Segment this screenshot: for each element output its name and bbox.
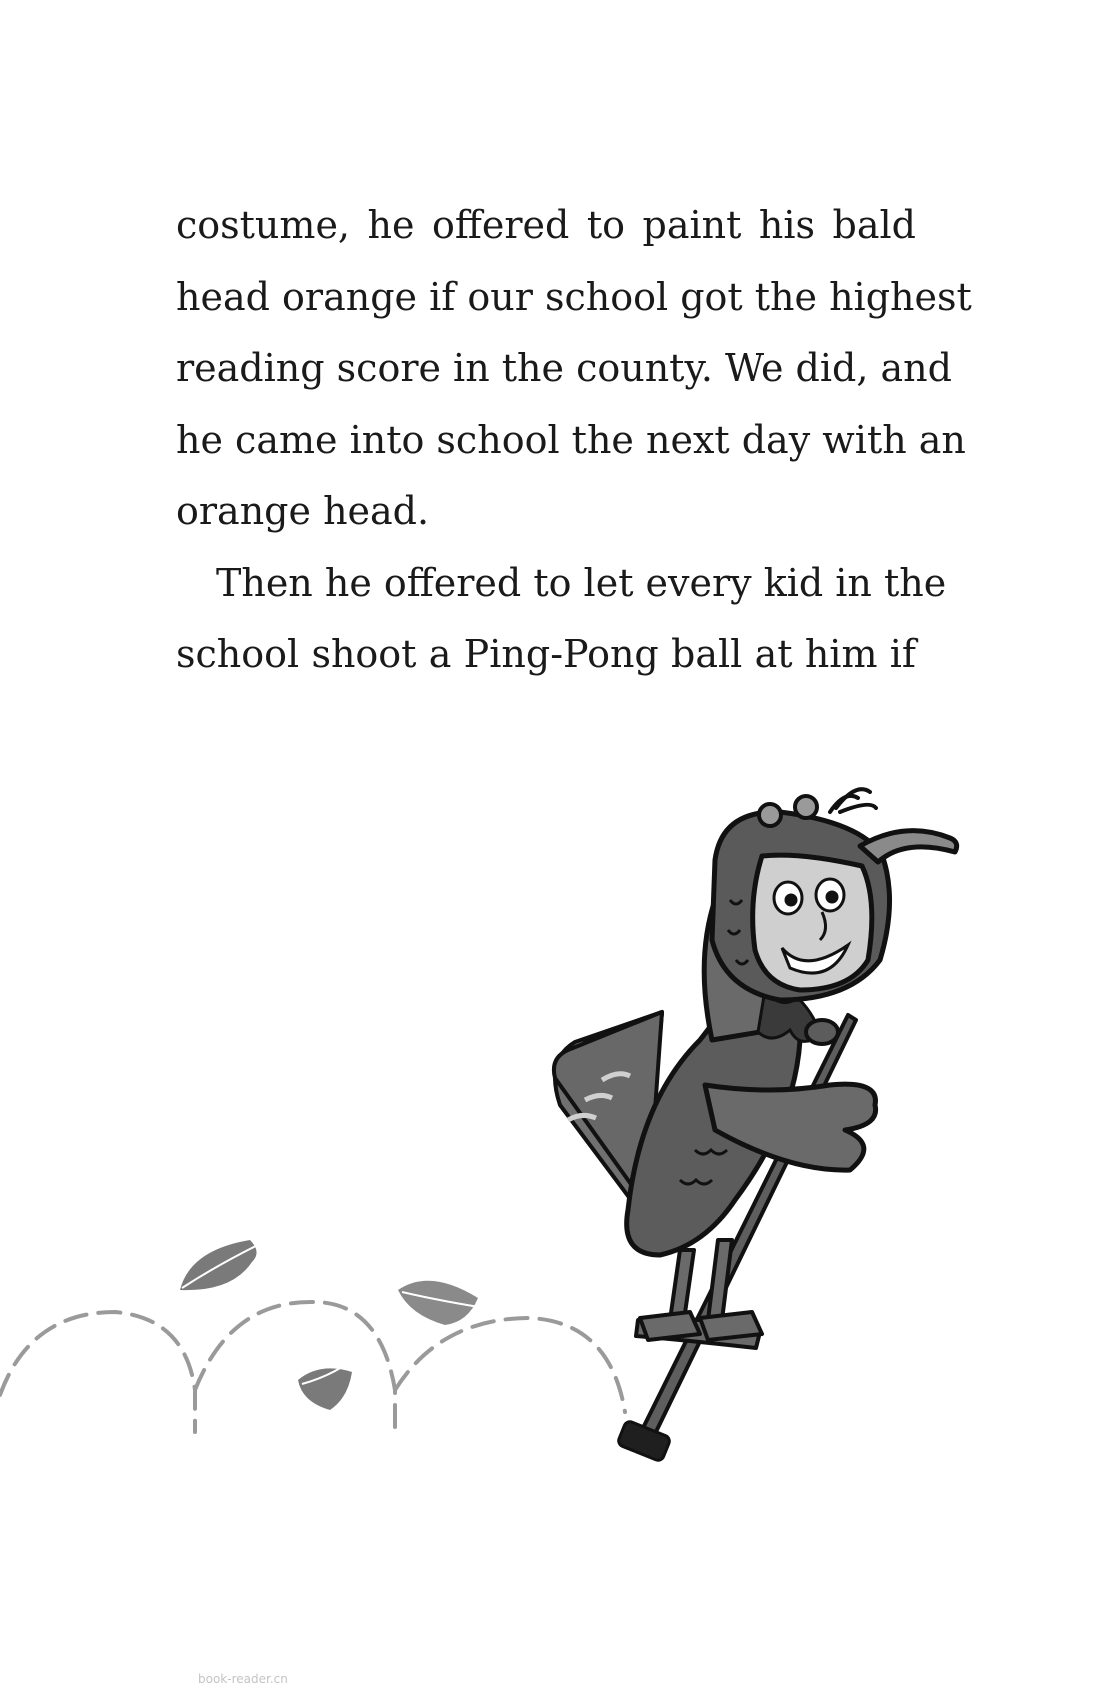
text-line-7: school shoot a Ping-Pong ball at him if — [176, 632, 916, 676]
beak — [860, 831, 957, 862]
body-text — [176, 190, 972, 691]
dashed-bounce-trail — [0, 1302, 625, 1432]
watermark: book-reader.cn — [198, 1672, 288, 1686]
text-line-4: he came into school the next day with an — [176, 417, 966, 462]
text-line-5: orange head. — [176, 489, 430, 533]
hand — [806, 1020, 838, 1044]
leaf-icon — [180, 1238, 272, 1290]
pogo-turkey-illustration — [0, 760, 1100, 1480]
leaf-icon — [398, 1281, 498, 1325]
text-line-6: Then he offered to let every kid in the — [216, 560, 947, 605]
leaf-icon — [298, 1352, 362, 1410]
text-line-3: reading score in the county. We did, and — [176, 346, 952, 390]
text-line-2: head orange if our school got the highest — [176, 274, 972, 319]
hair-tuft — [830, 789, 876, 812]
text-line-1: costume, he offered to paint his bald — [176, 203, 916, 247]
